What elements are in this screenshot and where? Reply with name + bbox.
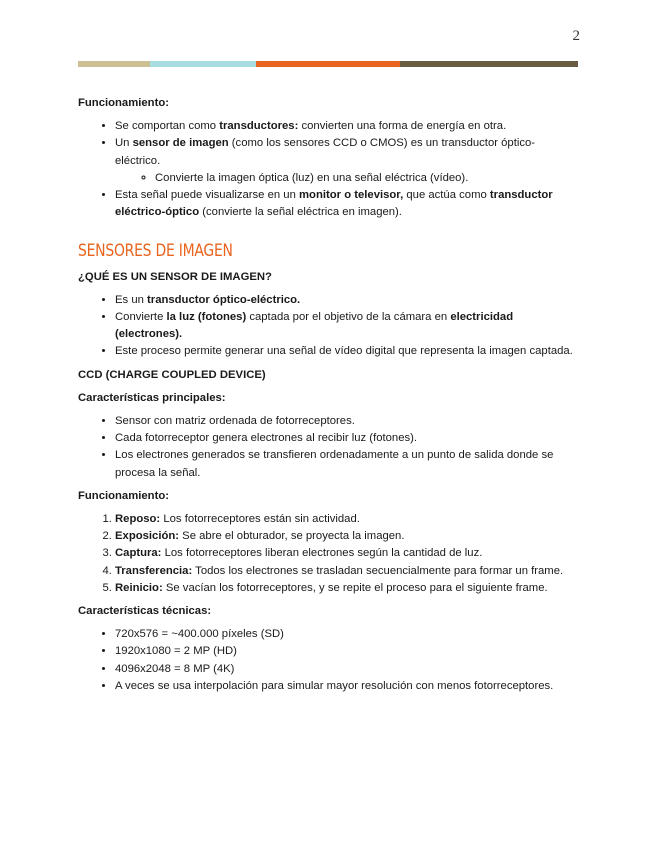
step-text: Se abre el obturador, se proyecta la imagen. [179, 530, 405, 543]
section-heading: SENSORES DE IMAGEN [78, 241, 233, 262]
step-text: Los fotorreceptores están sin actividad. [160, 513, 360, 526]
bold-text: transductor eléctrico-óptico [115, 189, 553, 219]
bold-text: transductores: [219, 120, 299, 133]
sub-list [115, 170, 578, 187]
tech-list [78, 626, 578, 695]
divider-segment-tan [78, 61, 150, 67]
bullet-list [78, 118, 578, 221]
text: Convierte [115, 311, 167, 324]
divider-segment-orange [256, 61, 400, 67]
text: captada por el objetivo de la cámara en [246, 311, 451, 324]
step-name: Transferencia: [115, 564, 193, 577]
step-name: Captura: [115, 547, 162, 560]
step-item [115, 545, 578, 562]
list-item [115, 135, 578, 187]
step-text: Los fotorreceptores liberan electrones según la cantidad de luz. [161, 547, 483, 560]
list-item: • 4096x2048 = 8 MP (4K) [115, 661, 578, 678]
step-item [115, 563, 578, 580]
text: Se comportan como [115, 120, 220, 133]
text: que actúa como [403, 189, 490, 202]
step-name: Reposo: [115, 513, 161, 526]
text: (como los sensores CCD o CMOS) es un transductor óptico-eléctrico. [115, 137, 536, 167]
section-label-que-es: ¿QUÉ ES UN SENSOR DE IMAGEN? [78, 270, 272, 283]
text: Un [115, 137, 133, 150]
section-label-funcionamiento: Funcionamiento: [78, 97, 169, 109]
list-item: • Sensor con matriz ordenada de fotorreceptores. [115, 413, 578, 430]
ccd-title: CCD (CHARGE COUPLED DEVICE) [78, 368, 266, 381]
list-item: • 1920x1080 = 2 MP (HD) [115, 643, 578, 660]
bold-text: transductor óptico-eléctrico. [147, 293, 301, 306]
step-text: Se vacían los fotorreceptores, y se repite el proceso para el siguiente frame. [162, 581, 548, 594]
list-item [115, 292, 578, 309]
text: (convierte la señal eléctrica en imagen). [199, 206, 402, 219]
section-label-caracteristicas: Características principales: [78, 391, 226, 404]
list-item: • Este proceso permite generar una señal de vídeo digital que representa la imagen captada. [115, 343, 578, 360]
document-body [78, 95, 578, 699]
bold-text: monitor o televisor, [299, 189, 404, 202]
page-number: 2 [572, 28, 580, 44]
divider-segment-brown [400, 61, 578, 67]
text: Es un [115, 293, 148, 306]
step-item [115, 511, 578, 528]
text: Esta señal puede visualizarse en un [115, 189, 300, 202]
list-item [115, 118, 578, 135]
section-label-funcionamiento-ccd: Funcionamiento: [78, 489, 169, 502]
color-divider [78, 61, 578, 67]
divider-segment-aqua [150, 61, 256, 67]
sub-list-item: ◦ Convierte la imagen óptica (luz) en una señal eléctrica (vídeo). [155, 170, 578, 187]
list-item [115, 309, 578, 343]
bold-text: electricidad (electrones). [115, 311, 514, 341]
step-text: Todos los electrones se trasladan secuencialmente para formar un frame. [192, 564, 564, 577]
features-list [78, 413, 578, 482]
section-label-tecnicas: Características técnicas: [78, 605, 212, 618]
bullet-list [78, 292, 578, 361]
text: convierten una forma de energía en otra. [298, 120, 507, 133]
bold-text: la luz (fotones) [166, 311, 247, 324]
list-item: • Los electrones generados se transfieren ordenadamente a un punto de salida donde se procesa la señal. [115, 447, 578, 481]
step-name: Exposición: [115, 530, 180, 543]
step-item [115, 580, 578, 597]
list-item: • 720x576 = ~400.000 píxeles (SD) [115, 626, 578, 643]
list-item: • A veces se usa interpolación para simular mayor resolución con menos fotorreceptores. [115, 678, 578, 695]
list-item [115, 187, 578, 221]
step-name: Reinicio: [115, 581, 163, 594]
step-item [115, 528, 578, 545]
list-item: • Cada fotorreceptor genera electrones al recibir luz (fotones). [115, 430, 578, 447]
steps-list [78, 511, 578, 597]
bold-text: sensor de imagen [132, 137, 229, 150]
